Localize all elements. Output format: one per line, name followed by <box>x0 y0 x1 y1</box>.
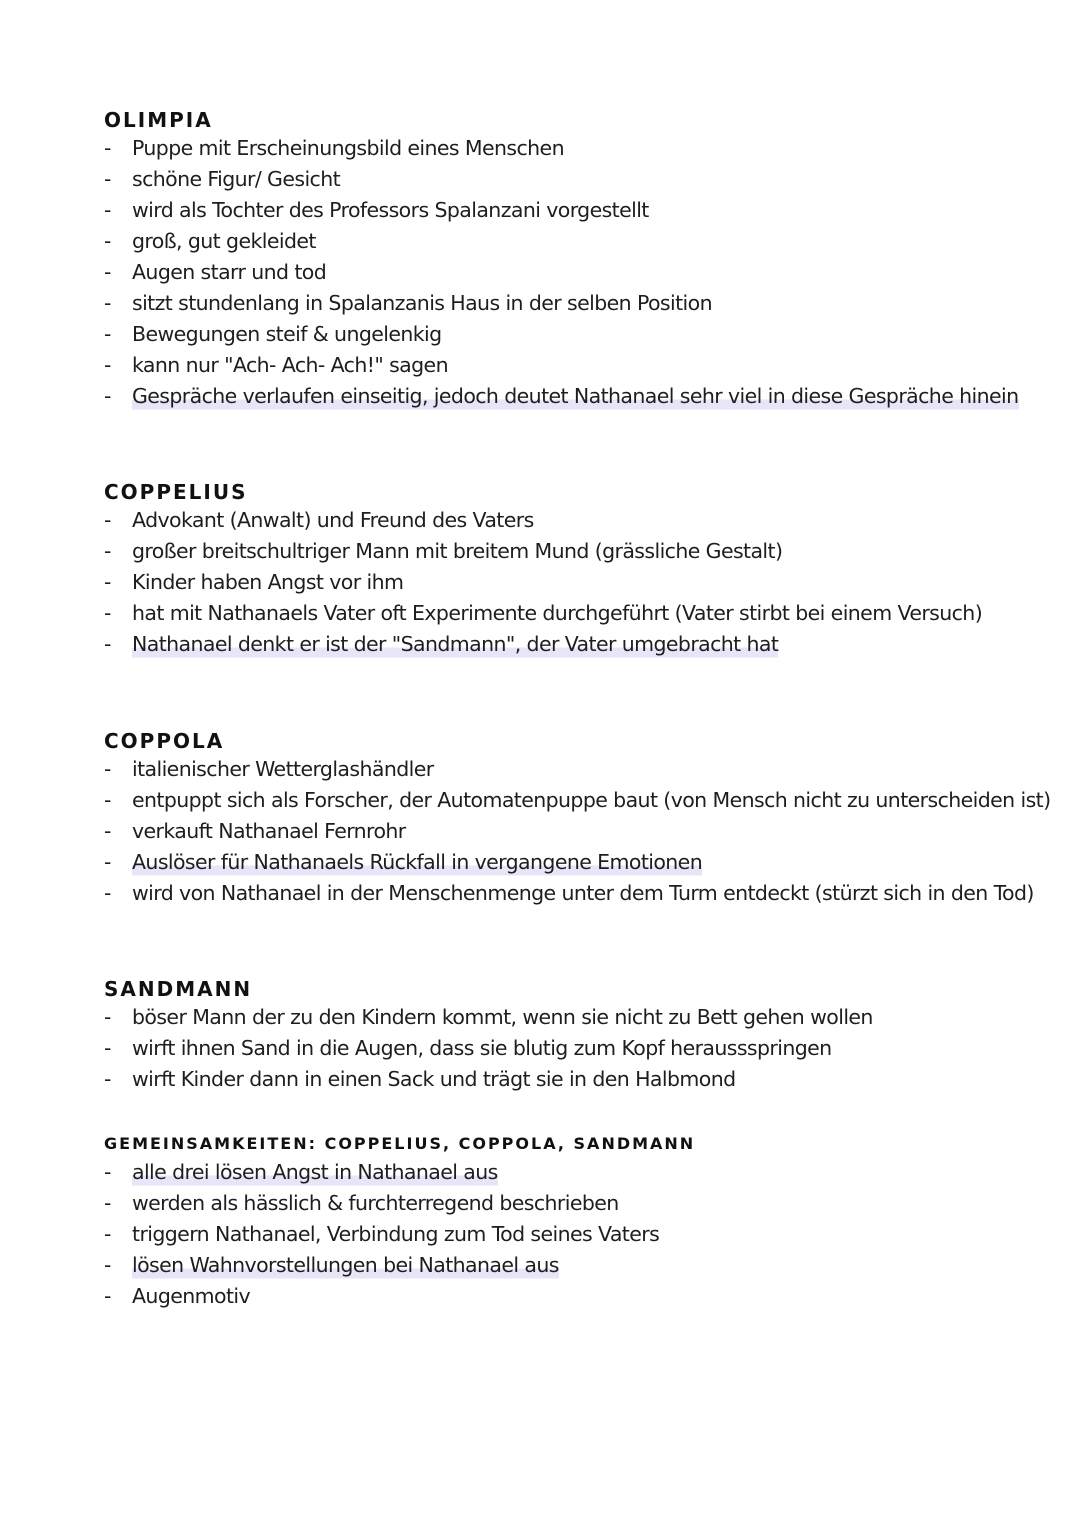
list-item <box>104 754 1004 785</box>
section-coppola <box>104 728 1051 909</box>
list-item <box>104 785 1051 816</box>
list-item <box>104 1250 1004 1281</box>
list-item-text: entpuppt sich als Forscher, der Automatenpuppe baut (von Mensch nicht zu unterscheiden ist) <box>132 788 1051 812</box>
bullet-dash: - <box>104 1036 111 1060</box>
list-item-text: groß, gut gekleidet <box>132 229 316 253</box>
bullet-dash: - <box>104 1284 111 1308</box>
section-coppelius <box>104 479 1004 660</box>
bullet-dash: - <box>104 353 111 377</box>
list-item <box>104 1157 1004 1188</box>
bullet-dash: - <box>104 1067 111 1091</box>
bullet-dash: - <box>104 508 111 532</box>
list-item-text: wird als Tochter des Professors Spalanzani vorgestellt <box>132 198 649 222</box>
list-item-text: Advokant (Anwalt) und Freund des Vaters <box>132 508 534 532</box>
bullet-dash: - <box>104 850 111 874</box>
list-item-text-highlighted: Auslöser für Nathanaels Rückfall in vergangene Emotionen <box>132 847 702 878</box>
bullet-dash: - <box>104 881 111 905</box>
list-item-text: sitzt stundenlang in Spalanzanis Haus in der selben Position <box>132 291 712 315</box>
bullet-list <box>104 1002 1004 1095</box>
bullet-dash: - <box>104 260 111 284</box>
list-item-text: Augenmotiv <box>132 1284 251 1308</box>
list-item-text: schöne Figur/ Gesicht <box>132 167 341 191</box>
list-item <box>104 257 1004 288</box>
list-item <box>104 226 1004 257</box>
list-item-text-highlighted: Nathanael denkt er ist der "Sandmann", der Vater umgebracht hat <box>132 629 778 660</box>
bullet-list <box>104 1157 1004 1312</box>
bullet-dash: - <box>104 788 111 812</box>
bullet-dash: - <box>104 757 111 781</box>
list-item <box>104 847 1004 878</box>
bullet-dash: - <box>104 322 111 346</box>
bullet-dash: - <box>104 601 111 625</box>
section-heading: GEMEINSAMKEITEN: COPPELIUS, COPPOLA, SANDMANN <box>104 1134 696 1153</box>
section-sandmann <box>104 976 1004 1095</box>
list-item <box>104 350 1004 381</box>
list-item <box>104 164 1004 195</box>
list-item <box>104 1188 1004 1219</box>
bullet-list <box>104 754 1051 909</box>
list-item-text-highlighted: lösen Wahnvorstellungen bei Nathanael aus <box>132 1250 559 1281</box>
section-heading: COPPELIUS <box>104 480 248 504</box>
bullet-dash: - <box>104 167 111 191</box>
list-item <box>104 1219 1004 1250</box>
section-heading: SANDMANN <box>104 977 253 1001</box>
list-item-text: Puppe mit Erscheinungsbild eines Menschen <box>132 136 564 160</box>
list-item <box>104 567 1004 598</box>
list-item <box>104 133 1004 164</box>
list-item-text: italienischer Wetterglashändler <box>132 757 434 781</box>
section-heading: OLIMPIA <box>104 108 213 132</box>
list-item-text: hat mit Nathanaels Vater oft Experimente durchgeführt (Vater stirbt bei einem Versuch) <box>132 601 983 625</box>
list-item-text: kann nur "Ach- Ach- Ach!" sagen <box>132 353 448 377</box>
list-item <box>104 1281 1004 1312</box>
list-item <box>104 536 1004 567</box>
bullet-list <box>104 133 1019 412</box>
bullet-dash: - <box>104 198 111 222</box>
list-item <box>104 816 1004 847</box>
bullet-dash: - <box>104 1191 111 1215</box>
list-item <box>104 598 1004 629</box>
bullet-dash: - <box>104 1160 111 1184</box>
bullet-dash: - <box>104 1005 111 1029</box>
list-item-text-highlighted: Gespräche verlaufen einseitig, jedoch deutet Nathanael sehr viel in diese Gespräche hinein <box>132 381 1019 412</box>
list-item-text: triggern Nathanael, Verbindung zum Tod seines Vaters <box>132 1222 660 1246</box>
bullet-dash: - <box>104 384 111 408</box>
bullet-dash: - <box>104 632 111 656</box>
list-item <box>104 319 1004 350</box>
list-item <box>104 878 1034 909</box>
list-item-text: Bewegungen steif & ungelenkig <box>132 322 442 346</box>
list-item-text: werden als hässlich & furchterregend beschrieben <box>132 1191 619 1215</box>
list-item <box>104 288 1004 319</box>
bullet-dash: - <box>104 819 111 843</box>
list-item-text: großer breitschultriger Mann mit breitem Mund (grässliche Gestalt) <box>132 539 783 563</box>
list-item-text: wirft ihnen Sand in die Augen, dass sie blutig zum Kopf heraussspringen <box>132 1036 832 1060</box>
bullet-list <box>104 505 1004 660</box>
list-item <box>104 1064 1004 1095</box>
list-item-text: wirft Kinder dann in einen Sack und trägt sie in den Halbmond <box>132 1067 736 1091</box>
section-gemeinsamkeiten <box>104 1131 1004 1312</box>
list-item-text: böser Mann der zu den Kindern kommt, wenn sie nicht zu Bett gehen wollen <box>132 1005 873 1029</box>
list-item-text-highlighted: alle drei lösen Angst in Nathanael aus <box>132 1157 498 1188</box>
list-item <box>104 505 1004 536</box>
list-item <box>104 629 1004 660</box>
list-item-text: Kinder haben Angst vor ihm <box>132 570 404 594</box>
list-item-text: Augen starr und tod <box>132 260 327 284</box>
bullet-dash: - <box>104 229 111 253</box>
bullet-dash: - <box>104 539 111 563</box>
list-item-text: verkauft Nathanael Fernrohr <box>132 819 406 843</box>
section-olimpia <box>104 107 1019 412</box>
list-item-text: wird von Nathanael in der Menschenmenge unter dem Turm entdeckt (stürzt sich in den Tod) <box>132 881 1034 905</box>
bullet-dash: - <box>104 1222 111 1246</box>
list-item <box>104 1033 1004 1064</box>
list-item <box>104 1002 1004 1033</box>
bullet-dash: - <box>104 136 111 160</box>
section-heading: COPPOLA <box>104 729 225 753</box>
list-item <box>104 195 1004 226</box>
list-item <box>104 381 1019 412</box>
bullet-dash: - <box>104 291 111 315</box>
bullet-dash: - <box>104 1253 111 1277</box>
bullet-dash: - <box>104 570 111 594</box>
